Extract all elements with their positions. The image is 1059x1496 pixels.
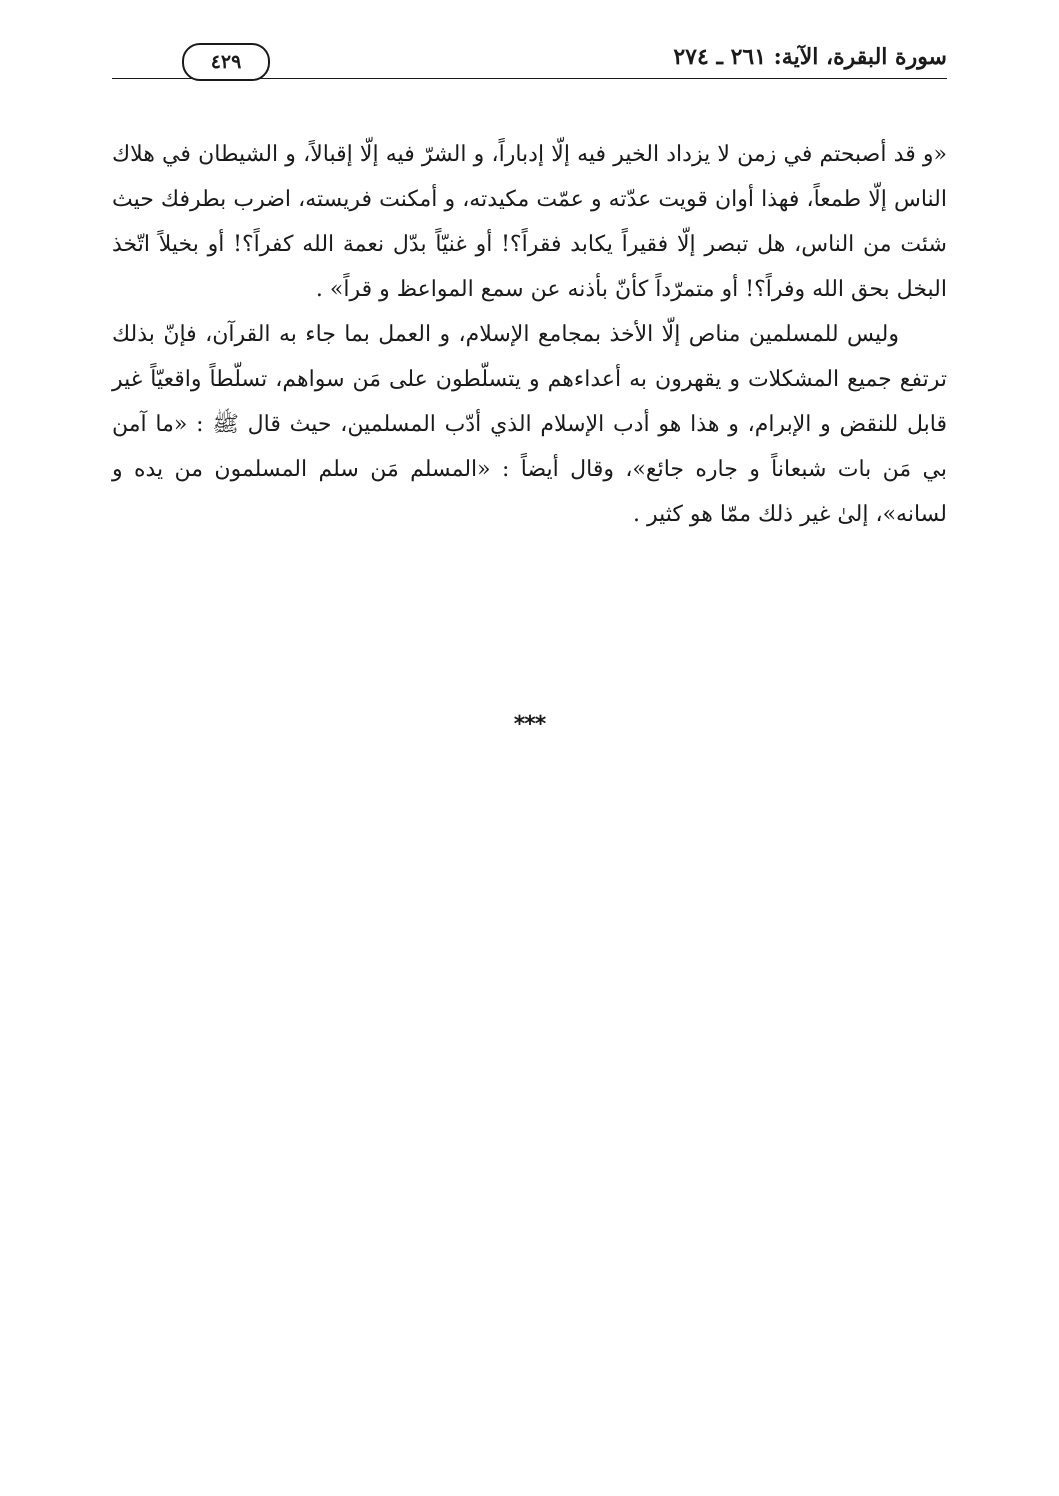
section-separator: ***	[513, 712, 546, 737]
body-text	[112, 132, 947, 537]
paragraph-quote: «و قد أصبحتم في زمن لا يزداد الخير فيه إلّا إدباراً، و الشرّ فيه إلّا إقبالاً، و الشيطان في هلاك الناس إلّا طمعاً، فهذا أوان قويت عدّته و عمّت مكيدته، و أمكنت فريسته، اضرب بطرفك حيث شئت من الناس، هل تبصر إلّا فقيراً يكابد فقراً؟! أو غنيّاً بدّل نعمة الله كفراً؟! أو بخيلاً اتّخذ البخل بحق الله وفراً؟! أو متمرّداً كأنّ بأذنه عن سمع المواعظ و قراً» .	[112, 142, 948, 302]
paragraph-main: وليس للمسلمين مناص إلّا الأخذ بمجامع الإسلام، و العمل بما جاء به القرآن، فإنّ بذلك ترتفع جميع المشكلات و يقهرون به أعداءهم و يتسلّطون على مَن سواهم، تسلّطاً واقعيّاً غير قابل للنقض و الإبرام، و هذا هو أدب الإسلام الذي أدّب المسلمين، حيث قال ﷺ : «ما آمن بي مَن بات شبعاناً و جاره جائع»، وقال أيضاً : «المسلم مَن سلم المسلمون من يده و لسانه»، إلىٰ غير ذلك ممّا هو كثير .	[112, 322, 947, 527]
page-number-badge: ٤٢٩	[182, 43, 270, 81]
page-header	[112, 40, 947, 82]
running-head: سورة البقرة، الآية: ٢٦١ ـ ٢٧٤	[673, 44, 947, 70]
